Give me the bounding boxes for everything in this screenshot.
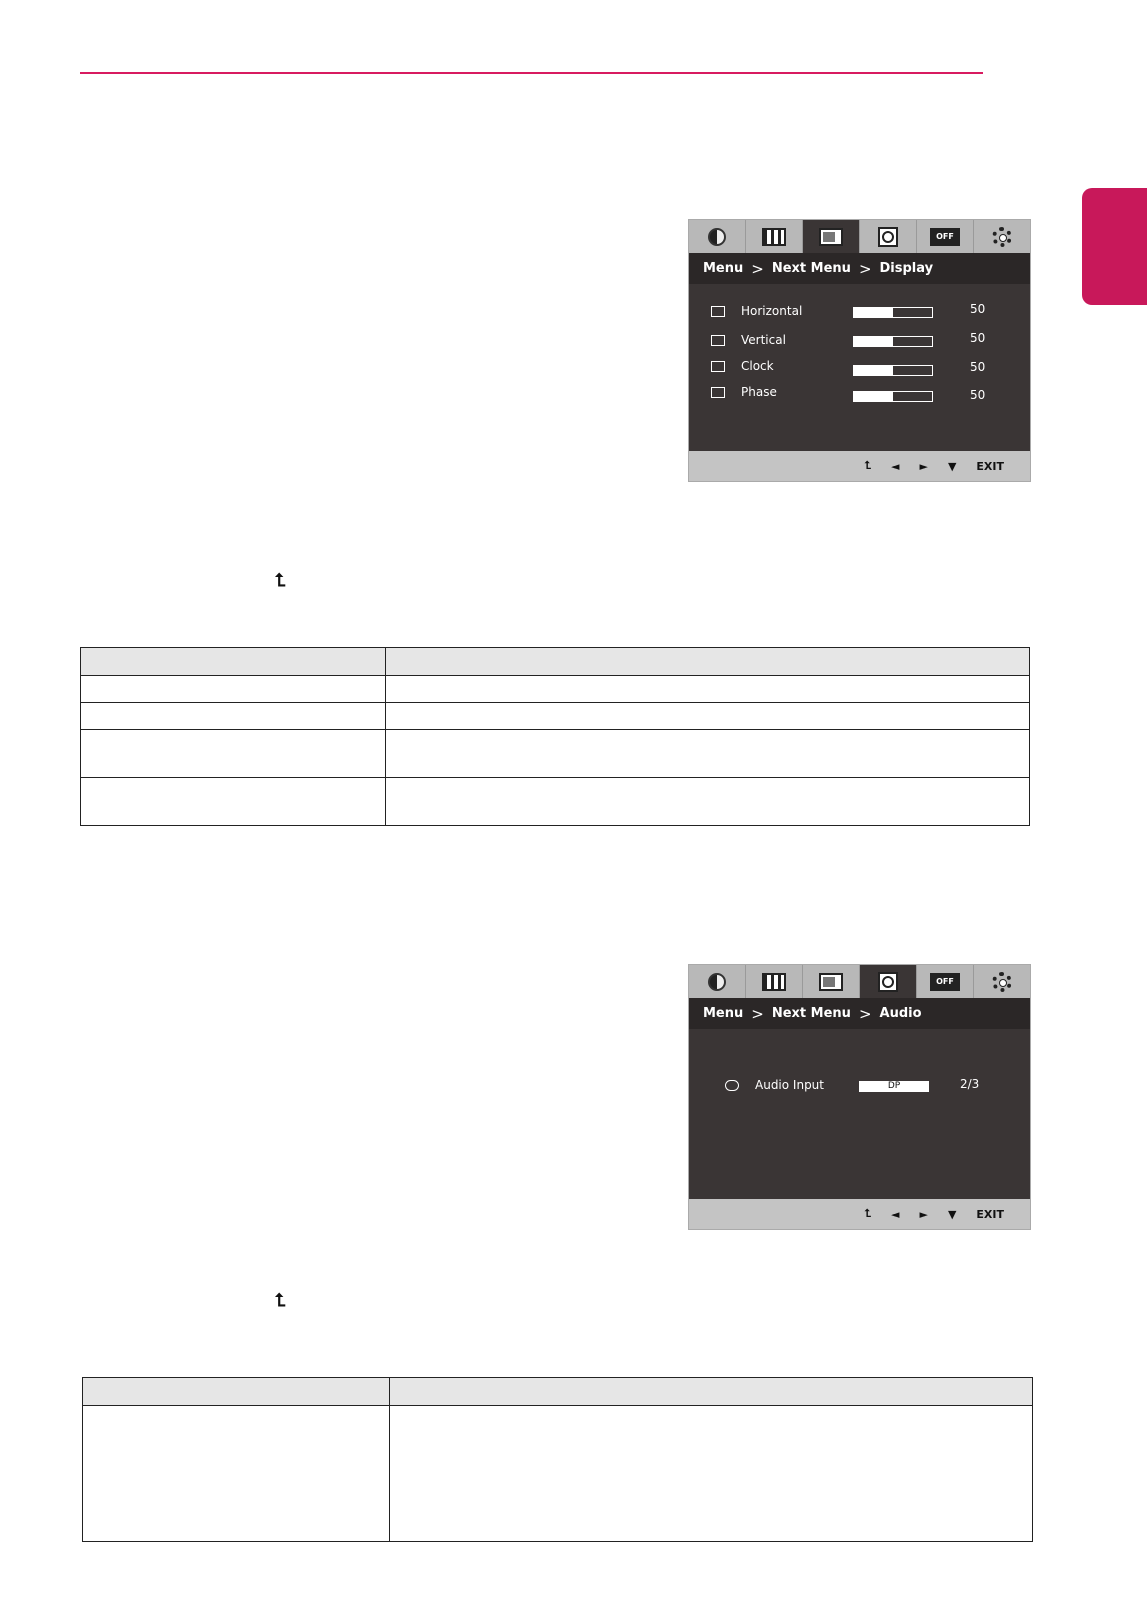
left-arrow-icon[interactable]: ◄ bbox=[891, 1207, 900, 1221]
horizontal-slider[interactable] bbox=[853, 307, 933, 318]
table-row bbox=[81, 703, 1030, 730]
table-header-row bbox=[81, 648, 1030, 676]
power-off-icon[interactable]: OFF bbox=[917, 965, 974, 998]
slider-fill bbox=[854, 308, 893, 317]
right-arrow-icon[interactable]: ► bbox=[919, 459, 928, 473]
horizontal-label: Horizontal bbox=[741, 304, 803, 318]
header-rule bbox=[80, 72, 983, 74]
breadcrumb bbox=[689, 998, 1030, 1029]
table-row bbox=[81, 676, 1030, 703]
back-icon[interactable]: ⮤ bbox=[864, 459, 871, 472]
audio-input-label: Audio Input bbox=[755, 1078, 824, 1092]
brightness-icon[interactable] bbox=[689, 220, 746, 253]
slider-fill bbox=[854, 337, 893, 346]
right-arrow-icon[interactable]: ► bbox=[919, 1207, 928, 1221]
table-row bbox=[81, 778, 1030, 826]
clock-slider[interactable] bbox=[853, 365, 933, 376]
audio-settings-table bbox=[82, 1377, 1033, 1542]
phase-row[interactable] bbox=[711, 385, 777, 399]
table-header-row bbox=[83, 1378, 1033, 1406]
vertical-label: Vertical bbox=[741, 333, 786, 347]
exit-button[interactable]: EXIT bbox=[976, 1207, 1004, 1221]
breadcrumb-current: Audio bbox=[879, 1006, 922, 1021]
picture-icon[interactable] bbox=[746, 220, 803, 253]
audio-osd-panel bbox=[688, 964, 1031, 1230]
horizontal-icon bbox=[711, 306, 725, 317]
phase-value: 50 bbox=[970, 388, 986, 402]
osd-footer bbox=[689, 1199, 1030, 1229]
language-side-tab bbox=[1082, 188, 1147, 305]
settings-gear-icon[interactable] bbox=[974, 220, 1030, 253]
audio-icon[interactable] bbox=[860, 220, 917, 253]
table-row bbox=[83, 1406, 1033, 1542]
down-arrow-icon[interactable]: ▼ bbox=[947, 459, 957, 473]
osd-icon-bar bbox=[689, 220, 1030, 253]
settings-gear-icon[interactable] bbox=[974, 965, 1030, 998]
power-off-icon[interactable]: OFF bbox=[917, 220, 974, 253]
down-arrow-icon[interactable]: ▼ bbox=[947, 1207, 957, 1221]
horizontal-row[interactable] bbox=[711, 304, 802, 318]
audio-input-value: 2/3 bbox=[960, 1077, 980, 1091]
breadcrumb-separator: > bbox=[858, 259, 872, 278]
horizontal-value: 50 bbox=[970, 302, 986, 316]
vertical-row[interactable] bbox=[711, 333, 786, 347]
left-arrow-icon[interactable]: ◄ bbox=[891, 459, 900, 473]
clock-row[interactable] bbox=[711, 359, 774, 373]
osd-footer bbox=[689, 451, 1030, 481]
breadcrumb-next-menu: Next Menu bbox=[771, 1006, 851, 1021]
clock-label: Clock bbox=[741, 359, 774, 373]
breadcrumb bbox=[689, 253, 1030, 284]
phase-icon bbox=[711, 387, 725, 398]
vertical-slider[interactable] bbox=[853, 336, 933, 347]
breadcrumb-next-menu: Next Menu bbox=[771, 261, 851, 276]
audio-input-row[interactable] bbox=[725, 1078, 824, 1092]
slider-fill bbox=[854, 392, 893, 401]
display-icon[interactable] bbox=[803, 965, 860, 998]
picture-icon[interactable] bbox=[746, 965, 803, 998]
clock-icon bbox=[711, 361, 725, 372]
display-osd-panel bbox=[688, 219, 1031, 482]
audio-icon[interactable] bbox=[860, 965, 917, 998]
back-symbol-icon: ⮤ bbox=[275, 1290, 286, 1310]
breadcrumb-current: Display bbox=[879, 261, 934, 276]
display-settings-table bbox=[80, 647, 1030, 826]
vertical-value: 50 bbox=[970, 331, 986, 345]
breadcrumb-menu: Menu bbox=[703, 261, 744, 276]
table-row bbox=[81, 730, 1030, 778]
breadcrumb-menu: Menu bbox=[703, 1006, 744, 1021]
audio-cable-icon bbox=[725, 1080, 739, 1091]
display-icon[interactable] bbox=[803, 220, 860, 253]
audio-input-selector[interactable]: DP bbox=[859, 1081, 929, 1092]
phase-label: Phase bbox=[741, 385, 777, 399]
brightness-icon[interactable] bbox=[689, 965, 746, 998]
back-symbol-icon: ⮤ bbox=[275, 570, 286, 590]
back-icon[interactable]: ⮤ bbox=[864, 1207, 871, 1220]
breadcrumb-separator: > bbox=[751, 1004, 764, 1023]
clock-value: 50 bbox=[970, 360, 986, 374]
exit-button[interactable]: EXIT bbox=[976, 459, 1004, 473]
osd-icon-bar bbox=[689, 965, 1030, 998]
phase-slider[interactable] bbox=[853, 391, 933, 402]
vertical-icon bbox=[711, 335, 725, 346]
breadcrumb-separator: > bbox=[751, 259, 764, 278]
slider-fill bbox=[854, 366, 893, 375]
breadcrumb-separator: > bbox=[858, 1004, 872, 1023]
